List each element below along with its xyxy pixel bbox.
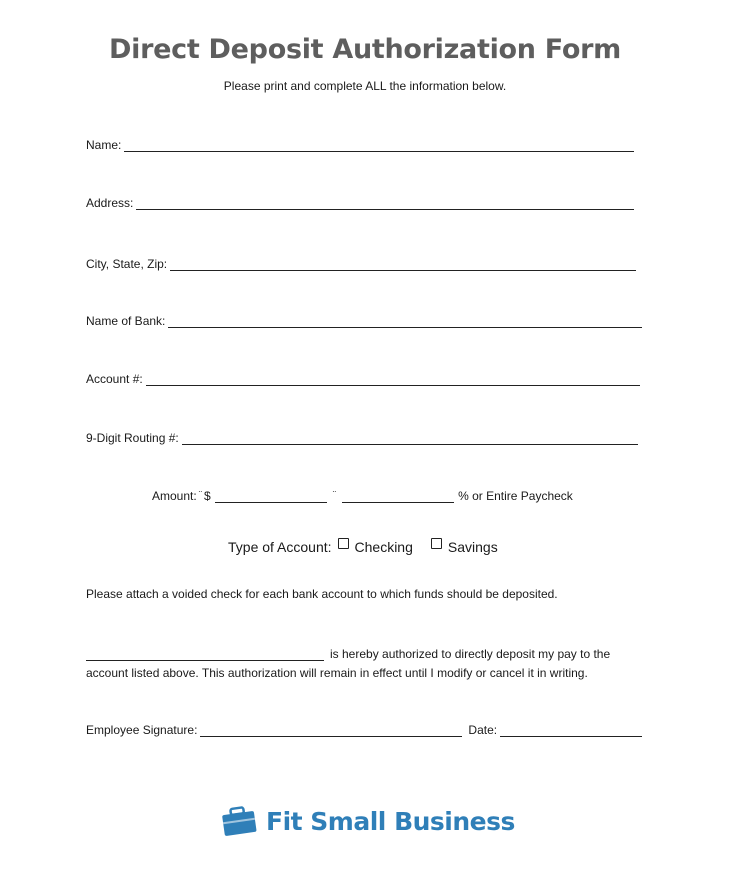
name-field xyxy=(86,138,634,152)
routing-number-blank-line[interactable] xyxy=(182,432,638,445)
authorization-statement-line1 xyxy=(86,644,610,664)
routing-number-field xyxy=(86,431,638,445)
account-number-blank-line[interactable] xyxy=(146,373,640,386)
account-type-row xyxy=(228,539,510,555)
authorization-text-line2: account listed above. This authorization will remain in effect until I modify or cancel it in writing. xyxy=(86,666,588,680)
savings-option-label: Savings xyxy=(447,539,498,555)
briefcase-icon xyxy=(220,806,258,836)
city-state-zip-blank-line[interactable] xyxy=(170,258,636,271)
logo-text: Fit Small Business xyxy=(266,806,515,836)
amount-percent-blank-line[interactable] xyxy=(342,490,454,503)
bank-name-label: Name of Bank: xyxy=(86,314,166,328)
amount-label: Amount: xyxy=(152,489,197,503)
amount-row xyxy=(152,489,573,503)
amount-percent-checkbox-mark[interactable]: ¨ xyxy=(332,490,337,501)
date-blank-line[interactable] xyxy=(500,724,642,737)
fit-small-business-logo xyxy=(220,806,515,836)
employee-signature-label: Employee Signature: xyxy=(86,723,198,737)
form-subtitle: Please print and complete ALL the information below. xyxy=(223,79,507,93)
employee-signature-blank-line[interactable] xyxy=(200,724,462,737)
account-number-field xyxy=(86,372,640,386)
city-state-zip-field xyxy=(86,257,636,271)
form-title: Direct Deposit Authorization Form xyxy=(109,34,621,65)
name-blank-line[interactable] xyxy=(124,139,634,152)
bank-name-field xyxy=(86,314,642,328)
amount-currency-symbol: $ xyxy=(204,489,211,503)
address-blank-line[interactable] xyxy=(136,197,634,210)
amount-dollar-checkbox-mark[interactable]: ¨ xyxy=(198,490,203,501)
employer-name-blank-line[interactable] xyxy=(86,648,324,661)
account-number-label: Account #: xyxy=(86,372,143,386)
bank-name-blank-line[interactable] xyxy=(168,315,642,328)
name-label: Name: xyxy=(86,138,122,152)
savings-checkbox[interactable] xyxy=(431,538,442,549)
checking-checkbox[interactable] xyxy=(338,538,349,549)
checking-option-label: Checking xyxy=(354,539,413,555)
amount-dollar-blank-line[interactable] xyxy=(215,490,327,503)
voided-check-note: Please attach a voided check for each bank account to which funds should be deposited. xyxy=(86,587,558,601)
city-state-zip-label: City, State, Zip: xyxy=(86,257,168,271)
routing-number-label: 9-Digit Routing #: xyxy=(86,431,179,445)
address-label: Address: xyxy=(86,196,134,210)
signature-row xyxy=(86,723,642,737)
authorization-text-line1: is hereby authorized to directly deposit my pay to the xyxy=(330,647,611,661)
address-field xyxy=(86,196,634,210)
account-type-label: Type of Account: xyxy=(228,539,332,555)
date-label: Date: xyxy=(468,723,498,737)
amount-suffix: % or Entire Paycheck xyxy=(458,489,573,503)
